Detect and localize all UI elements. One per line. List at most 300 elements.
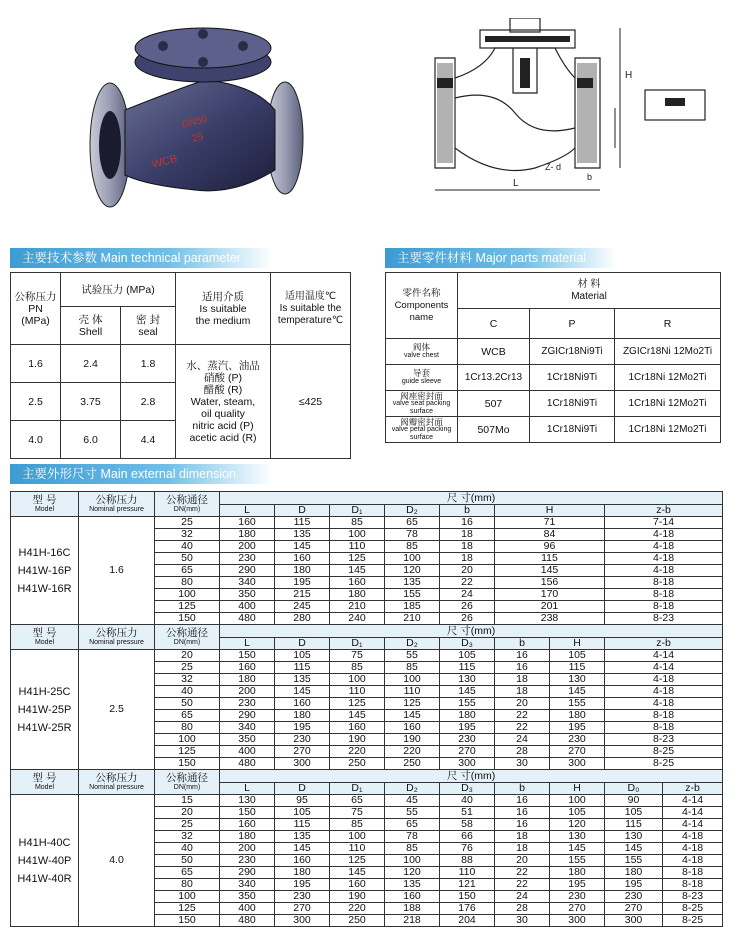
dims-section-title: 主要外形尺寸 Main external dimension	[10, 464, 272, 484]
dims-value-cell: 180	[275, 867, 330, 879]
dims-value-cell: 195	[275, 577, 330, 589]
dims-value-cell: 78	[385, 529, 440, 541]
dims-value-cell: 290	[220, 710, 275, 722]
dims-value-cell: 155	[385, 589, 440, 601]
dims-value-cell: 270	[440, 746, 495, 758]
dims-col-header: b	[440, 505, 495, 517]
dims-value-cell: 270	[550, 746, 605, 758]
dims-value-cell: 300	[275, 758, 330, 770]
dims-value-cell: 85	[330, 517, 385, 529]
dims-col-header: D₁	[330, 638, 385, 650]
dims-value-cell: 180	[275, 565, 330, 577]
dims-col-header: b	[495, 638, 550, 650]
tech-row-seal: 4.4	[121, 421, 176, 459]
dims-value-cell: 65	[385, 819, 440, 831]
tech-row-shell: 6.0	[61, 421, 121, 459]
dims-value-cell: 110	[330, 843, 385, 855]
dims-value-cell: 16	[440, 517, 495, 529]
dims-dn-cell: 15	[155, 795, 220, 807]
dims-dn-cell: 65	[155, 565, 220, 577]
dims-pn: 1.6	[79, 517, 155, 625]
dims-value-cell: 16	[495, 650, 550, 662]
valve-marking-dn: DN50	[180, 113, 209, 131]
dims-value-cell: 20	[440, 565, 495, 577]
dims-model: H41H-40C H41W-40P H41W-40R	[11, 795, 79, 927]
dims-value-cell: 40	[440, 795, 495, 807]
dims-value-cell: 22	[495, 867, 550, 879]
dims-dn-cell: 80	[155, 722, 220, 734]
dims-value-cell: 8-25	[605, 746, 723, 758]
dims-value-cell: 180	[330, 589, 385, 601]
dims-dn-cell: 40	[155, 686, 220, 698]
dims-value-cell: 130	[550, 674, 605, 686]
tech-medium: 水、蒸汽、油品 硝酸 (P) 醋酸 (R) Water, steam, oil quality nitric acid (P) acetic acid (R)	[176, 345, 271, 459]
dims-value-cell: 160	[385, 722, 440, 734]
dims-value-cell: 145	[495, 565, 605, 577]
dims-value-cell: 120	[385, 867, 440, 879]
dims-value-cell: 204	[440, 915, 495, 927]
dims-value-cell: 145	[275, 843, 330, 855]
dims-value-cell: 155	[440, 698, 495, 710]
dims-dn-cell: 100	[155, 589, 220, 601]
dims-value-cell: 135	[385, 879, 440, 891]
dims-pn: 4.0	[79, 795, 155, 927]
dims-value-cell: 8-25	[663, 915, 723, 927]
dims-value-cell: 180	[220, 674, 275, 686]
tech-section-title: 主要技术参数 Main technical parameter	[10, 248, 272, 268]
dims-value-cell: 340	[220, 879, 275, 891]
dims-value-cell: 195	[605, 879, 663, 891]
dims-value-cell: 4-18	[663, 855, 723, 867]
dims-header-pn: 公称压力 Nominal pressure	[79, 625, 155, 650]
tech-header-medium: 适用介质 Is suitable the medium	[176, 273, 271, 345]
dims-value-cell: 180	[550, 710, 605, 722]
dims-value-cell: 160	[220, 662, 275, 674]
dims-value-cell: 58	[440, 819, 495, 831]
dims-value-cell: 26	[440, 601, 495, 613]
dims-value-cell: 145	[275, 686, 330, 698]
dims-value-cell: 18	[440, 553, 495, 565]
dims-value-cell: 115	[605, 819, 663, 831]
dims-value-cell: 230	[220, 553, 275, 565]
table-row	[11, 517, 723, 529]
dims-value-cell: 18	[495, 686, 550, 698]
dims-model: H41H-25C H41W-25P H41W-25R	[11, 650, 79, 770]
dims-value-cell: 8-23	[663, 891, 723, 903]
dims-value-cell: 8-18	[605, 722, 723, 734]
dims-value-cell: 290	[220, 565, 275, 577]
dims-value-cell: 145	[605, 843, 663, 855]
dims-dn-cell: 125	[155, 601, 220, 613]
parts-row-c: WCB	[458, 339, 530, 365]
dims-dn-cell: 25	[155, 517, 220, 529]
dims-value-cell: 145	[330, 710, 385, 722]
dims-value-cell: 145	[275, 541, 330, 553]
dims-value-cell: 400	[220, 746, 275, 758]
dims-value-cell: 8-25	[663, 903, 723, 915]
tech-header-test: 试验压力 (MPa)	[61, 273, 176, 307]
dims-value-cell: 100	[330, 529, 385, 541]
dims-value-cell: 100	[330, 674, 385, 686]
dims-value-cell: 85	[385, 843, 440, 855]
dims-value-cell: 22	[440, 577, 495, 589]
dims-value-cell: 125	[385, 698, 440, 710]
tech-table	[10, 272, 351, 459]
drawing-label-b: b	[587, 172, 593, 182]
dims-value-cell: 195	[550, 879, 605, 891]
dims-value-cell: 160	[220, 819, 275, 831]
dims-value-cell: 170	[495, 589, 605, 601]
dims-value-cell: 130	[220, 795, 275, 807]
dims-value-cell: 16	[495, 819, 550, 831]
dims-value-cell: 16	[495, 662, 550, 674]
tech-temp: ≤425	[271, 345, 351, 459]
dims-value-cell: 4-18	[605, 529, 723, 541]
dims-value-cell: 200	[220, 843, 275, 855]
dims-value-cell: 22	[495, 710, 550, 722]
dims-value-cell: 18	[495, 831, 550, 843]
dims-value-cell: 220	[330, 746, 385, 758]
dims-value-cell: 180	[605, 867, 663, 879]
dims-value-cell: 110	[440, 867, 495, 879]
dims-value-cell: 340	[220, 577, 275, 589]
parts-col-r: R	[615, 309, 721, 339]
dims-value-cell: 4-18	[605, 674, 723, 686]
dims-dn-cell: 20	[155, 650, 220, 662]
dims-value-cell: 75	[330, 650, 385, 662]
dims-value-cell: 135	[275, 529, 330, 541]
dims-value-cell: 210	[330, 601, 385, 613]
dims-value-cell: 160	[330, 722, 385, 734]
dims-value-cell: 125	[330, 698, 385, 710]
dims-value-cell: 180	[220, 529, 275, 541]
dims-value-cell: 230	[440, 734, 495, 746]
dims-value-cell: 155	[605, 855, 663, 867]
dims-value-cell: 155	[550, 698, 605, 710]
tech-header-temp: 适用温度℃ Is suitable the temperature℃	[271, 273, 351, 345]
dims-value-cell: 340	[220, 722, 275, 734]
dims-value-cell: 55	[385, 807, 440, 819]
dims-value-cell: 145	[550, 686, 605, 698]
dims-value-cell: 105	[440, 650, 495, 662]
parts-row-c: 507	[458, 391, 530, 417]
parts-col-p: P	[530, 309, 615, 339]
dims-value-cell: 115	[550, 662, 605, 674]
dims-value-cell: 8-18	[605, 589, 723, 601]
dims-value-cell: 245	[275, 601, 330, 613]
parts-row-p: ZGICr18Ni9Ti	[530, 339, 615, 365]
dims-value-cell: 8-23	[605, 734, 723, 746]
dims-value-cell: 4-14	[663, 819, 723, 831]
dims-value-cell: 121	[440, 879, 495, 891]
dims-dn-cell: 32	[155, 529, 220, 541]
dims-value-cell: 66	[440, 831, 495, 843]
dims-col-header: L	[220, 638, 275, 650]
dims-value-cell: 100	[385, 855, 440, 867]
dims-value-cell: 120	[550, 819, 605, 831]
dims-pn: 2.5	[79, 650, 155, 770]
dims-col-header: D₁	[330, 783, 385, 795]
dims-value-cell: 4-14	[605, 662, 723, 674]
dims-value-cell: 115	[275, 517, 330, 529]
parts-row-r: ZGICr18Ni 12Mo2Ti	[615, 339, 721, 365]
dims-value-cell: 201	[495, 601, 605, 613]
dims-value-cell: 480	[220, 915, 275, 927]
dims-value-cell: 190	[330, 891, 385, 903]
dims-value-cell: 400	[220, 601, 275, 613]
dims-value-cell: 145	[330, 565, 385, 577]
dims-header-dn: 公称通径 DN(mm)	[155, 770, 220, 795]
dims-value-cell: 250	[330, 758, 385, 770]
dims-value-cell: 26	[440, 613, 495, 625]
dims-dn-cell: 20	[155, 807, 220, 819]
dims-value-cell: 30	[495, 758, 550, 770]
dims-value-cell: 4-18	[663, 831, 723, 843]
parts-col-c: C	[458, 309, 530, 339]
dims-value-cell: 200	[220, 541, 275, 553]
dims-dn-cell: 80	[155, 577, 220, 589]
dims-value-cell: 135	[275, 674, 330, 686]
tech-row-shell: 2.4	[61, 345, 121, 383]
dims-value-cell: 16	[495, 795, 550, 807]
dims-value-cell: 51	[440, 807, 495, 819]
dims-value-cell: 4-18	[663, 843, 723, 855]
dims-value-cell: 270	[605, 903, 663, 915]
dims-value-cell: 230	[550, 734, 605, 746]
dims-value-cell: 145	[385, 710, 440, 722]
dims-value-cell: 195	[275, 879, 330, 891]
dims-value-cell: 75	[330, 807, 385, 819]
dims-value-cell: 8-25	[605, 758, 723, 770]
parts-row-name: 阀体 valve chest	[386, 339, 458, 365]
dims-header-size: 尺 寸(mm)	[220, 770, 723, 783]
dims-value-cell: 300	[275, 915, 330, 927]
dims-value-cell: 22	[495, 879, 550, 891]
drawing-label-h: H	[625, 70, 633, 81]
dims-value-cell: 188	[385, 903, 440, 915]
parts-row-name: 导套 guide sleeve	[386, 365, 458, 391]
dims-value-cell: 185	[385, 601, 440, 613]
dims-dn-cell: 50	[155, 698, 220, 710]
dims-header-size: 尺 寸(mm)	[220, 492, 723, 505]
dims-value-cell: 65	[385, 517, 440, 529]
tech-row-pn: 4.0	[11, 421, 61, 459]
dims-value-cell: 100	[385, 674, 440, 686]
dims-dn-cell: 100	[155, 734, 220, 746]
dims-value-cell: 20	[495, 855, 550, 867]
dims-col-header: D	[275, 638, 330, 650]
dims-col-header: b	[495, 783, 550, 795]
dims-value-cell: 95	[275, 795, 330, 807]
dims-table	[10, 491, 723, 927]
dims-value-cell: 250	[385, 758, 440, 770]
dims-value-cell: 65	[330, 795, 385, 807]
dims-value-cell: 350	[220, 734, 275, 746]
dims-value-cell: 160	[275, 855, 330, 867]
dims-value-cell: 480	[220, 758, 275, 770]
dims-value-cell: 90	[605, 795, 663, 807]
dims-value-cell: 270	[275, 746, 330, 758]
parts-row-p: 1Cr18Ni9Ti	[530, 417, 615, 443]
dims-value-cell: 125	[330, 553, 385, 565]
dims-value-cell: 150	[220, 650, 275, 662]
dims-value-cell: 220	[330, 903, 385, 915]
dims-value-cell: 280	[275, 613, 330, 625]
dims-value-cell: 270	[275, 903, 330, 915]
dims-value-cell: 238	[495, 613, 605, 625]
dims-value-cell: 4-14	[605, 650, 723, 662]
parts-row-p: 1Cr18Ni9Ti	[530, 365, 615, 391]
dims-dn-cell: 65	[155, 867, 220, 879]
parts-row-c: 507Mo	[458, 417, 530, 443]
dims-value-cell: 105	[275, 650, 330, 662]
dims-value-cell: 130	[440, 674, 495, 686]
dims-col-header: D	[275, 505, 330, 517]
dims-value-cell: 45	[385, 795, 440, 807]
parts-section-title: 主要零件材料 Major parts material	[385, 248, 617, 268]
parts-row-r: 1Cr18Ni 12Mo2Ti	[615, 391, 721, 417]
dims-col-header: z-b	[605, 505, 723, 517]
valve-marking-pn: 25	[190, 131, 205, 145]
tech-header-pn: 公称压力 PN (MPa)	[11, 273, 61, 345]
dims-value-cell: 195	[440, 722, 495, 734]
dims-value-cell: 28	[495, 746, 550, 758]
tech-header-shell: 壳 体 Shell	[61, 307, 121, 345]
table-row	[11, 650, 723, 662]
dims-value-cell: 160	[275, 553, 330, 565]
dims-value-cell: 120	[385, 565, 440, 577]
dims-value-cell: 4-18	[605, 686, 723, 698]
dims-value-cell: 350	[220, 891, 275, 903]
tech-row-seal: 1.8	[121, 345, 176, 383]
dims-value-cell: 230	[550, 891, 605, 903]
dims-header-pn: 公称压力 Nominal pressure	[79, 492, 155, 517]
dims-value-cell: 55	[385, 650, 440, 662]
dims-value-cell: 200	[220, 686, 275, 698]
dims-col-header: D₃	[440, 783, 495, 795]
parts-header-material: 材 料 Material	[458, 273, 721, 309]
dims-value-cell: 215	[275, 589, 330, 601]
valve-drawing	[425, 18, 725, 208]
dims-value-cell: 195	[275, 722, 330, 734]
dims-value-cell: 76	[440, 843, 495, 855]
dims-value-cell: 7-14	[605, 517, 723, 529]
dims-value-cell: 30	[495, 915, 550, 927]
dims-value-cell: 4-18	[605, 541, 723, 553]
dims-col-header: D₂	[385, 505, 440, 517]
dims-value-cell: 176	[440, 903, 495, 915]
dims-header-model: 型 号 Model	[11, 625, 79, 650]
dims-value-cell: 160	[275, 698, 330, 710]
dims-value-cell: 105	[550, 650, 605, 662]
dims-col-header: H	[495, 505, 605, 517]
dims-value-cell: 230	[220, 855, 275, 867]
dims-dn-cell: 100	[155, 891, 220, 903]
dims-value-cell: 85	[330, 662, 385, 674]
dims-value-cell: 110	[330, 541, 385, 553]
dims-value-cell: 300	[440, 758, 495, 770]
dims-dn-cell: 25	[155, 662, 220, 674]
dims-value-cell: 100	[385, 553, 440, 565]
dims-value-cell: 160	[220, 517, 275, 529]
dims-value-cell: 8-18	[605, 710, 723, 722]
dims-value-cell: 145	[440, 686, 495, 698]
dims-value-cell: 195	[550, 722, 605, 734]
dims-value-cell: 100	[550, 795, 605, 807]
dims-value-cell: 71	[495, 517, 605, 529]
dims-value-cell: 270	[550, 903, 605, 915]
dims-value-cell: 18	[440, 541, 495, 553]
dims-value-cell: 4-14	[663, 795, 723, 807]
dims-value-cell: 210	[385, 613, 440, 625]
dims-col-header: D₁	[330, 505, 385, 517]
dims-value-cell: 155	[550, 855, 605, 867]
tech-row-shell: 3.75	[61, 383, 121, 421]
dims-value-cell: 4-18	[605, 698, 723, 710]
dims-value-cell: 160	[330, 879, 385, 891]
parts-table	[385, 272, 721, 443]
dims-value-cell: 190	[385, 734, 440, 746]
dims-value-cell: 18	[440, 529, 495, 541]
dims-value-cell: 84	[495, 529, 605, 541]
dims-value-cell: 290	[220, 867, 275, 879]
dims-value-cell: 4-14	[663, 807, 723, 819]
dims-value-cell: 115	[275, 819, 330, 831]
dims-col-header: L	[220, 505, 275, 517]
dims-header-model: 型 号 Model	[11, 492, 79, 517]
dims-dn-cell: 65	[155, 710, 220, 722]
dims-value-cell: 145	[330, 867, 385, 879]
dims-value-cell: 180	[220, 831, 275, 843]
tech-header-seal: 密 封 seal	[121, 307, 176, 345]
dims-model: H41H-16C H41W-16P H41W-16R	[11, 517, 79, 625]
dims-value-cell: 190	[330, 734, 385, 746]
dims-value-cell: 250	[330, 915, 385, 927]
dims-value-cell: 135	[385, 577, 440, 589]
dims-dn-cell: 80	[155, 879, 220, 891]
dims-value-cell: 105	[275, 807, 330, 819]
dims-value-cell: 230	[605, 891, 663, 903]
dims-value-cell: 400	[220, 903, 275, 915]
dims-col-header: D₂	[385, 638, 440, 650]
dims-value-cell: 350	[220, 589, 275, 601]
dims-value-cell: 78	[385, 831, 440, 843]
dims-value-cell: 110	[385, 686, 440, 698]
dims-dn-cell: 50	[155, 553, 220, 565]
tech-row-pn: 2.5	[11, 383, 61, 421]
valve-marking-material: WCB	[150, 152, 179, 171]
dims-value-cell: 300	[550, 915, 605, 927]
dims-dn-cell: 40	[155, 541, 220, 553]
drawing-label-l: L	[513, 178, 519, 189]
dims-value-cell: 156	[495, 577, 605, 589]
parts-row-c: 1Cr13.2Cr13	[458, 365, 530, 391]
dims-value-cell: 300	[550, 758, 605, 770]
dims-value-cell: 180	[440, 710, 495, 722]
dims-value-cell: 150	[440, 891, 495, 903]
dims-value-cell: 85	[385, 662, 440, 674]
dims-col-header: D₀	[605, 783, 663, 795]
dims-dn-cell: 50	[155, 855, 220, 867]
dims-value-cell: 18	[495, 674, 550, 686]
dims-header-pn: 公称压力 Nominal pressure	[79, 770, 155, 795]
dims-dn-cell: 32	[155, 674, 220, 686]
dims-value-cell: 115	[440, 662, 495, 674]
dims-value-cell: 28	[495, 903, 550, 915]
dims-value-cell: 85	[385, 541, 440, 553]
parts-row-p: 1Cr18Ni9Ti	[530, 391, 615, 417]
dims-value-cell: 110	[330, 686, 385, 698]
